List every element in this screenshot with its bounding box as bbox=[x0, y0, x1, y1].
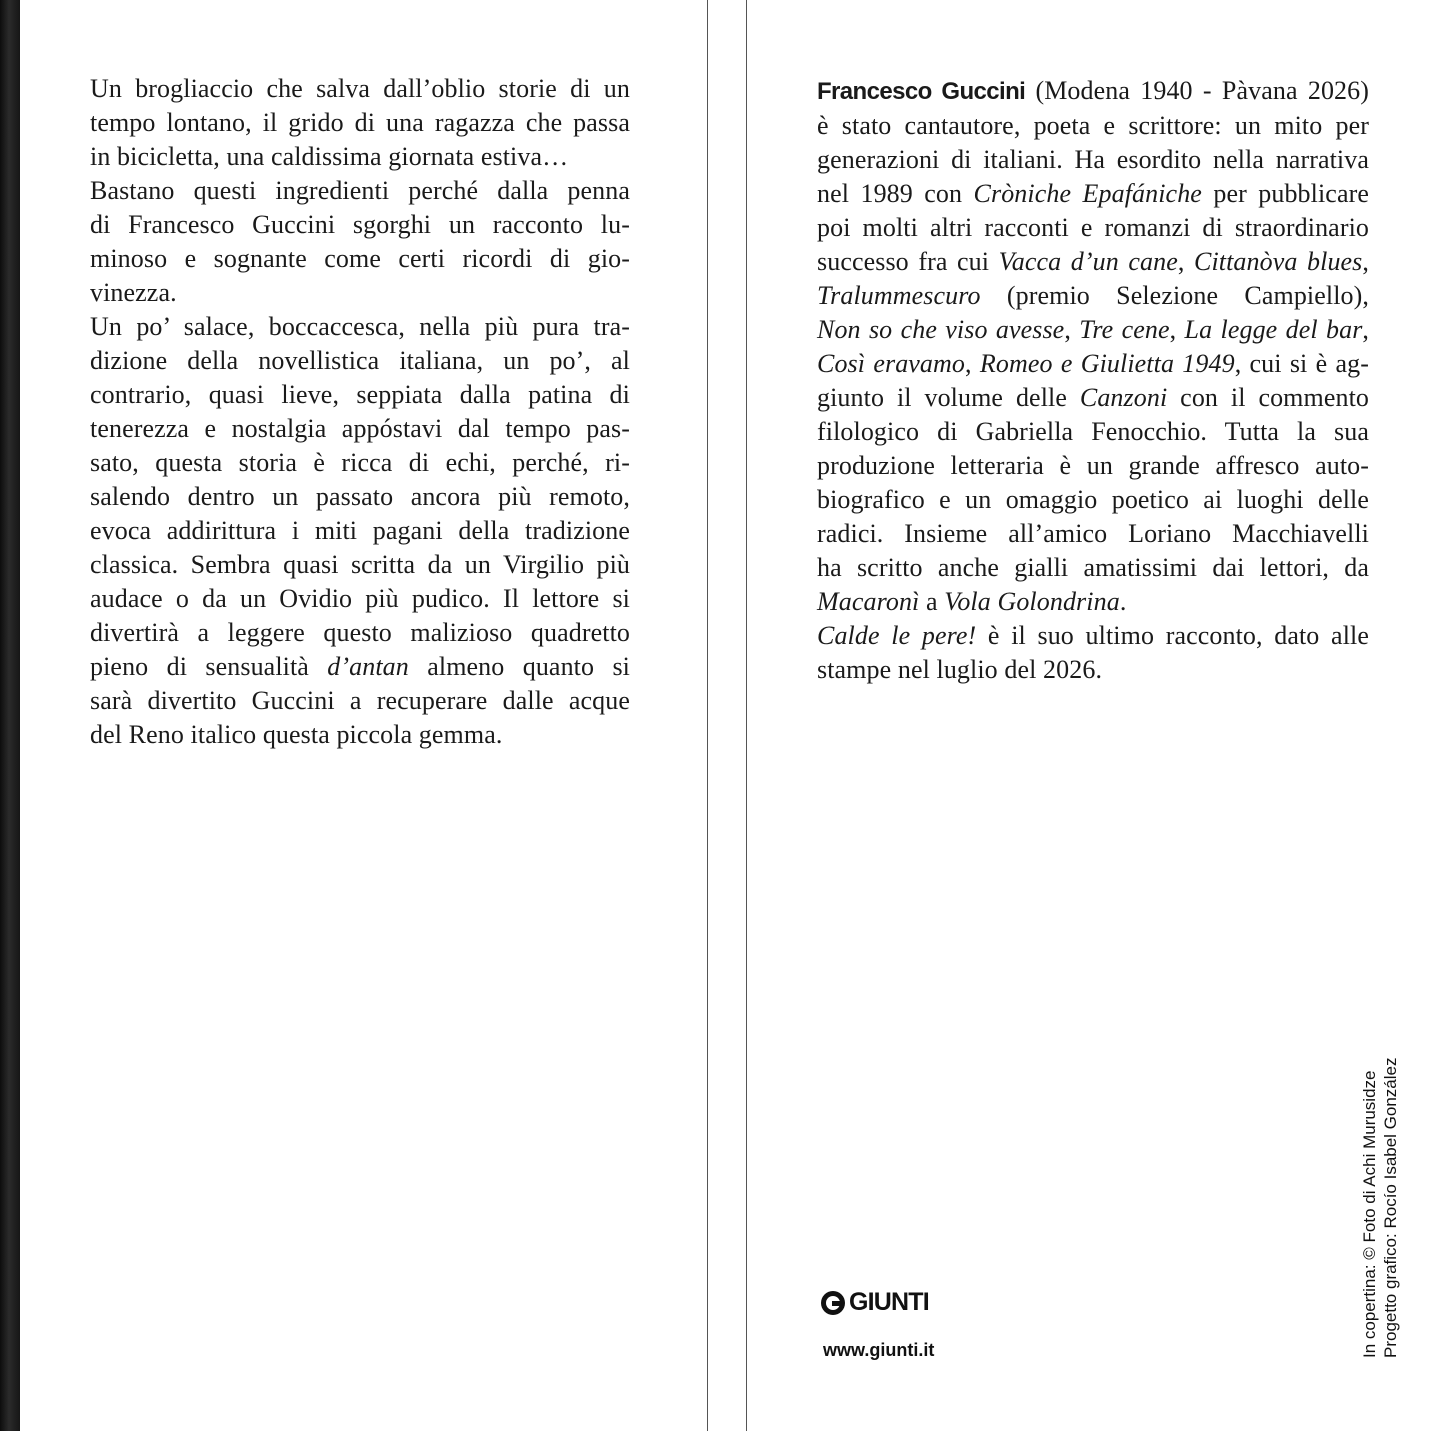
blurb-line: sarà divertito Guccini a recuperare dalle acque bbox=[90, 686, 630, 715]
bio-segment: giunto il volume delle bbox=[817, 383, 1080, 412]
bio-segment: (premio Selezione Campiello), bbox=[980, 281, 1369, 310]
blurb-line: Un po’ salace, boccaccesca, nella più pura tra- bbox=[90, 312, 630, 341]
author-bio bbox=[817, 74, 1369, 687]
bio-segment: , bbox=[1362, 315, 1370, 344]
book-title: Vacca d’un cane bbox=[998, 247, 1178, 276]
book-title: Cròniche Epafániche bbox=[973, 179, 1202, 208]
bio-line bbox=[817, 381, 1369, 415]
blurb-line: sato, questa storia è ricca di echi, perché, ri- bbox=[90, 448, 630, 477]
bio-line bbox=[817, 177, 1369, 211]
bio-line bbox=[817, 347, 1369, 381]
bio-line: ha scritto anche gialli amatissimi dai lettori, da bbox=[817, 553, 1369, 582]
bio-segment: . bbox=[1119, 587, 1127, 616]
bio-segment: è il suo ultimo racconto, dato alle bbox=[976, 621, 1369, 650]
spine-edge bbox=[0, 0, 20, 1431]
gutter bbox=[709, 0, 745, 1431]
bio-line bbox=[817, 585, 1369, 619]
giunti-logo-icon bbox=[821, 1291, 845, 1315]
cover-credit: In copertina: © Foto di Achi Murusidze bbox=[1360, 1070, 1379, 1358]
bio-segment: , bbox=[1064, 315, 1080, 344]
bio-segment: a bbox=[919, 587, 945, 616]
italic-phrase: d’antan bbox=[327, 652, 409, 681]
blurb-line: vinezza. bbox=[90, 278, 177, 307]
book-title: Così eravamo bbox=[817, 349, 966, 378]
bio-line: poi molti altri racconti e romanzi di straordinario bbox=[817, 213, 1369, 242]
bio-line bbox=[817, 74, 1369, 109]
bio-line: stampe nel luglio del 2026. bbox=[817, 655, 1103, 684]
design-credit: Progetto grafico: Rocío Isabel González bbox=[1381, 1057, 1400, 1358]
author-flap bbox=[746, 0, 1445, 1431]
bio-segment: , cui si è ag- bbox=[1234, 349, 1370, 378]
book-title: Cittanòva blues bbox=[1194, 247, 1363, 276]
blurb-line: di Francesco Guccini sgorghi un racconto lu- bbox=[90, 210, 630, 239]
blurb-line: Un brogliaccio che salva dall’oblio storie di un bbox=[90, 74, 630, 103]
blurb-line: evoca addirittura i miti pagani della tradizione bbox=[90, 516, 630, 545]
bio-segment: , bbox=[965, 349, 980, 378]
blurb-line: classica. Sembra quasi scritta da un Virgilio più bbox=[90, 550, 630, 579]
bio-segment: , bbox=[1177, 247, 1195, 276]
blurb-line: tenerezza e nostalgia appóstavi dal tempo pas- bbox=[90, 414, 630, 443]
bio-line: filologico di Gabriella Fenocchio. Tutta la sua bbox=[817, 417, 1369, 446]
blurb-line: dizione della novellistica italiana, un po’, al bbox=[90, 346, 630, 375]
blurb-line: contrario, quasi lieve, seppiata dalla patina di bbox=[90, 380, 630, 409]
book-title: Macaronì bbox=[817, 587, 920, 616]
blurb-line: divertirà a leggere questo malizioso quadretto bbox=[90, 618, 630, 647]
bio-line bbox=[817, 279, 1369, 313]
bio-line: è stato cantautore, poeta e scrittore: un mito per bbox=[817, 111, 1369, 140]
bio-line bbox=[817, 313, 1369, 347]
publisher-website: www.giunti.it bbox=[823, 1340, 935, 1360]
book-title: Tralummescuro bbox=[817, 281, 981, 310]
blurb-line: salendo dentro un passato ancora più remoto, bbox=[90, 482, 630, 511]
blurb-line: del Reno italico questa piccola gemma. bbox=[90, 720, 503, 749]
bio-segment: , bbox=[1362, 247, 1370, 276]
blurb-line: minoso e sognante come certi ricordi di gio- bbox=[90, 244, 630, 273]
book-title: La legge del bar bbox=[1184, 315, 1363, 344]
bio-segment: per pubblicare bbox=[1201, 179, 1369, 208]
back-flap bbox=[20, 0, 708, 1431]
bio-line bbox=[817, 619, 1369, 653]
bio-segment: con il commento bbox=[1167, 383, 1369, 412]
publisher-name: GIUNTI bbox=[849, 1288, 929, 1316]
blurb-segment: almeno quanto si bbox=[408, 652, 630, 681]
book-title: Calde le pere! bbox=[817, 621, 977, 650]
blurb-segment: pieno di sensualità bbox=[90, 652, 328, 681]
bio-line: biografico e un omaggio poetico ai luoghi delle bbox=[817, 485, 1369, 514]
bio-line: generazioni di italiani. Ha esordito nella narrativa bbox=[817, 145, 1369, 174]
blurb-line-italic-phrase bbox=[90, 650, 630, 684]
blurb-text bbox=[90, 72, 630, 752]
bio-segment: successo fra cui bbox=[817, 247, 999, 276]
book-title: Romeo e Giulietta 1949 bbox=[979, 349, 1235, 378]
blurb-line: in bicicletta, una caldissima giornata estiva… bbox=[90, 142, 569, 171]
bio-line: produzione letteraria è un grande affresco auto- bbox=[817, 451, 1369, 480]
publisher-logo bbox=[821, 1288, 929, 1317]
bio-segment: nel 1989 con bbox=[817, 179, 974, 208]
author-dates: (Modena 1940 - Pàvana 2026) bbox=[1025, 76, 1369, 105]
book-title: Tre cene bbox=[1079, 315, 1170, 344]
book-title: Non so che viso avesse bbox=[817, 315, 1065, 344]
book-title: Vola Golondrina bbox=[944, 587, 1120, 616]
bio-line: radici. Insieme all’amico Loriano Macchiavelli bbox=[817, 519, 1369, 548]
author-name: Francesco Guccini bbox=[817, 78, 1026, 105]
blurb-line: Bastano questi ingredienti perché dalla penna bbox=[90, 176, 630, 205]
bio-segment: , bbox=[1169, 315, 1185, 344]
credits-vertical bbox=[1359, 998, 1401, 1358]
bio-line bbox=[817, 245, 1369, 279]
blurb-line: audace o da un Ovidio più pudico. Il lettore si bbox=[90, 584, 630, 613]
blurb-line: tempo lontano, il grido di una ragazza che passa bbox=[90, 108, 630, 137]
book-title: Canzoni bbox=[1079, 383, 1168, 412]
